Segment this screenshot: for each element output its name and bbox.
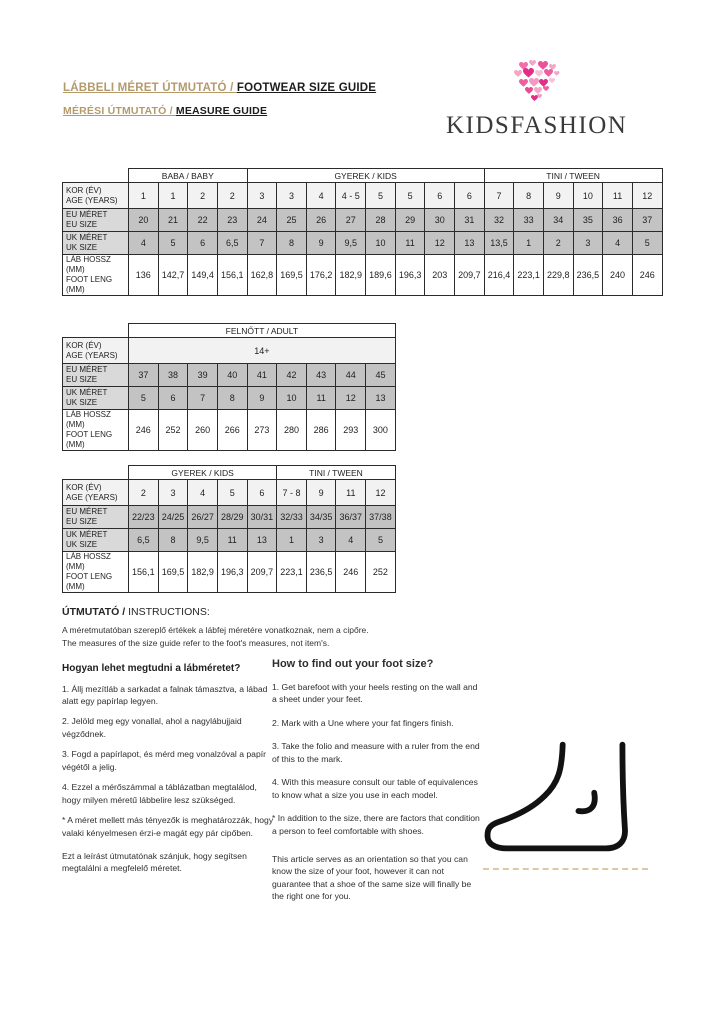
eu-size-cell: 39 bbox=[188, 364, 218, 387]
title-en: FOOTWEAR SIZE GUIDE bbox=[236, 82, 377, 94]
uk-size-cell: 9,5 bbox=[188, 529, 218, 552]
foot-figure bbox=[483, 738, 649, 870]
eu-size-cell: 38 bbox=[158, 364, 188, 387]
how-to-heading-en: How to find out your foot size? bbox=[272, 658, 434, 670]
instructions-note-en: The measures of the size guide refer to the foot's measures, not item's. bbox=[62, 637, 330, 648]
age-cell: 6 bbox=[455, 183, 485, 209]
eu-size-cell: 34 bbox=[543, 209, 573, 232]
uk-size-cell: 4 bbox=[336, 529, 366, 552]
foot-length-cell: 196,3 bbox=[217, 552, 247, 593]
corner-spacer bbox=[63, 169, 129, 183]
instructions-heading-en: INSTRUCTIONS: bbox=[125, 606, 210, 618]
eu-size-cell: 37 bbox=[632, 209, 662, 232]
foot-length-cell: 246 bbox=[632, 255, 662, 296]
uk-size-cell: 6,5 bbox=[217, 232, 247, 255]
age-cell: 6 bbox=[247, 480, 277, 506]
eu-size-cell: 24/25 bbox=[158, 506, 188, 529]
foot-length-cell: 246 bbox=[336, 552, 366, 593]
age-cell: 2 bbox=[129, 480, 159, 506]
foot-length-cell: 223,1 bbox=[514, 255, 544, 296]
uk-size-cell: 10 bbox=[277, 387, 307, 410]
eu-size-cell: 30/31 bbox=[247, 506, 277, 529]
uk-size-cell: 7 bbox=[247, 232, 277, 255]
how-to-column-hu bbox=[62, 662, 274, 883]
age-cell: 7 bbox=[484, 183, 514, 209]
foot-length-cell: 286 bbox=[306, 410, 336, 451]
uk-size-cell: 11 bbox=[217, 529, 247, 552]
age-cell: 1 bbox=[158, 183, 188, 209]
size-table-kids-tween-double bbox=[62, 465, 396, 593]
foot-length-cell: 182,9 bbox=[188, 552, 218, 593]
uk-size-cell: 9 bbox=[247, 387, 277, 410]
uk-size-cell: 1 bbox=[514, 232, 544, 255]
how-to-column-en bbox=[272, 657, 480, 914]
eu-size-cell: 25 bbox=[277, 209, 307, 232]
uk-size-cell: 5 bbox=[129, 387, 159, 410]
age-cell: 4 bbox=[306, 183, 336, 209]
foot-length-cell: 182,9 bbox=[336, 255, 366, 296]
foot-length-cell: 252 bbox=[158, 410, 188, 451]
eu-size-cell: 30 bbox=[425, 209, 455, 232]
uk-size-cell: 3 bbox=[306, 529, 336, 552]
uk-size-cell: 13,5 bbox=[484, 232, 514, 255]
uk-size-cell: 5 bbox=[158, 232, 188, 255]
instruction-paragraph: 4. With this measure consult our table of equivalences to know what a size you use in each model. bbox=[272, 777, 478, 800]
eu-size-cell: 44 bbox=[336, 364, 366, 387]
uk-size-cell: 12 bbox=[336, 387, 366, 410]
eu-size-cell: 23 bbox=[217, 209, 247, 232]
age-cell: 3 bbox=[247, 183, 277, 209]
foot-length-cell: 229,8 bbox=[543, 255, 573, 296]
eu-size-cell: 22 bbox=[188, 209, 218, 232]
uk-size-cell: 5 bbox=[632, 232, 662, 255]
foot-length-cell: 266 bbox=[217, 410, 247, 451]
foot-length-cell: 236,5 bbox=[306, 552, 336, 593]
eu-size-cell: 33 bbox=[514, 209, 544, 232]
eu-size-cell: 40 bbox=[217, 364, 247, 387]
age-cell: 3 bbox=[158, 480, 188, 506]
row-label: UK MÉRET UK SIZE bbox=[63, 232, 129, 255]
eu-size-cell: 26/27 bbox=[188, 506, 218, 529]
corner-spacer bbox=[63, 324, 129, 338]
age-group-header: FELNŐTT / ADULT bbox=[129, 324, 396, 338]
corner-spacer bbox=[63, 466, 129, 480]
foot-length-cell: 246 bbox=[129, 410, 159, 451]
foot-length-cell: 216,4 bbox=[484, 255, 514, 296]
instructions-heading bbox=[62, 606, 210, 618]
age-cell: 12 bbox=[632, 183, 662, 209]
foot-length-cell: 162,8 bbox=[247, 255, 277, 296]
size-table bbox=[62, 465, 396, 593]
instruction-paragraph: Ezt a leírást útmutatónak szánjuk, hogy segítsen megtalálni a megfelelő méretet. bbox=[62, 851, 247, 874]
page-title-primary bbox=[63, 82, 376, 94]
instruction-paragraph: 3. Take the folio and measure with a ruler from the end of this to the mark. bbox=[272, 741, 480, 764]
row-label: EU MÉRET EU SIZE bbox=[63, 209, 129, 232]
age-cell: 9 bbox=[543, 183, 573, 209]
eu-size-cell: 26 bbox=[306, 209, 336, 232]
foot-length-cell: 169,5 bbox=[158, 552, 188, 593]
age-group-header: TINI / TWEEN bbox=[277, 466, 396, 480]
age-cell: 8 bbox=[514, 183, 544, 209]
uk-size-cell: 6 bbox=[158, 387, 188, 410]
header-titles bbox=[63, 82, 376, 128]
eu-size-cell: 36/37 bbox=[336, 506, 366, 529]
instructions-heading-hu: ÚTMUTATÓ / bbox=[62, 606, 126, 618]
eu-size-cell: 41 bbox=[247, 364, 277, 387]
eu-size-cell: 45 bbox=[366, 364, 396, 387]
foot-length-cell: 169,5 bbox=[277, 255, 307, 296]
instruction-paragraph: This article serves as an orientation so that you can know the size of your foot, however it can not guarantee that a shoe of the same size will finally be the right one for you. bbox=[272, 854, 472, 902]
age-cell: 14+ bbox=[129, 338, 396, 364]
uk-size-cell: 4 bbox=[129, 232, 159, 255]
measure-dashed-line bbox=[483, 868, 648, 870]
uk-size-cell: 8 bbox=[217, 387, 247, 410]
row-label: LÁB HOSSZ (MM) FOOT LENG (MM) bbox=[63, 410, 129, 451]
uk-size-cell: 13 bbox=[247, 529, 277, 552]
page-title-secondary bbox=[63, 105, 376, 117]
instruction-paragraph: 4. Ezzel a mérőszámmal a táblázatban megtalálod, hogy milyen méretű lábbelire lesz szükséged. bbox=[62, 782, 257, 805]
heart-cluster-icon bbox=[506, 58, 566, 110]
eu-size-cell: 35 bbox=[573, 209, 603, 232]
instructions-note-hu: A méretmutatóban szereplő értékek a lábfej méretére vonatkoznak, nem a cipőre. bbox=[62, 625, 369, 635]
brand-logo bbox=[446, 58, 626, 140]
uk-size-cell: 11 bbox=[395, 232, 425, 255]
foot-length-cell: 149,4 bbox=[188, 255, 218, 296]
foot-length-cell: 300 bbox=[366, 410, 396, 451]
instruction-paragraph: * A méret mellett más tényezők is meghatározzák, hogy valaki kényelmesen érzi-e magát egy pár cipőben. bbox=[62, 815, 274, 838]
uk-size-cell: 8 bbox=[158, 529, 188, 552]
foot-length-cell: 156,1 bbox=[129, 552, 159, 593]
foot-length-cell: 273 bbox=[247, 410, 277, 451]
eu-size-cell: 32/33 bbox=[277, 506, 307, 529]
brand-name: KIDSFASHION bbox=[446, 112, 628, 139]
foot-length-cell: 240 bbox=[603, 255, 633, 296]
foot-length-cell: 209,7 bbox=[455, 255, 485, 296]
uk-size-cell: 1 bbox=[277, 529, 307, 552]
eu-size-cell: 28 bbox=[366, 209, 396, 232]
instruction-paragraph: 2. Mark with a Une where your fat fingers finish. bbox=[272, 717, 454, 728]
age-cell: 5 bbox=[395, 183, 425, 209]
eu-size-cell: 22/23 bbox=[129, 506, 159, 529]
foot-length-cell: 136 bbox=[129, 255, 159, 296]
foot-length-cell: 209,7 bbox=[247, 552, 277, 593]
age-cell: 11 bbox=[336, 480, 366, 506]
uk-size-cell: 5 bbox=[366, 529, 396, 552]
age-cell: 12 bbox=[366, 480, 396, 506]
uk-size-cell: 7 bbox=[188, 387, 218, 410]
size-table-adult bbox=[62, 323, 396, 451]
age-group-header: GYEREK / KIDS bbox=[247, 169, 484, 183]
foot-length-cell: 156,1 bbox=[217, 255, 247, 296]
size-table bbox=[62, 168, 663, 296]
age-cell: 9 bbox=[306, 480, 336, 506]
eu-size-cell: 36 bbox=[603, 209, 633, 232]
row-label: LÁB HOSSZ (MM) FOOT LENG (MM) bbox=[63, 255, 129, 296]
uk-size-cell: 9,5 bbox=[336, 232, 366, 255]
row-label: UK MÉRET UK SIZE bbox=[63, 529, 129, 552]
foot-length-cell: 236,5 bbox=[573, 255, 603, 296]
foot-length-cell: 189,6 bbox=[366, 255, 396, 296]
age-cell: 11 bbox=[603, 183, 633, 209]
foot-length-cell: 176,2 bbox=[306, 255, 336, 296]
eu-size-cell: 42 bbox=[277, 364, 307, 387]
age-cell: 5 bbox=[366, 183, 396, 209]
uk-size-cell: 2 bbox=[543, 232, 573, 255]
row-label: EU MÉRET EU SIZE bbox=[63, 364, 129, 387]
eu-size-cell: 29 bbox=[395, 209, 425, 232]
age-cell: 4 bbox=[188, 480, 218, 506]
instruction-paragraph: * In addition to the size, there are factors that condition a person to feel comfortable with shoes. bbox=[272, 813, 480, 836]
row-label: UK MÉRET UK SIZE bbox=[63, 387, 129, 410]
instruction-paragraph: 1. Get barefoot with your heels resting on the wall and a sheet under your feet. bbox=[272, 681, 478, 705]
eu-size-cell: 31 bbox=[455, 209, 485, 232]
age-cell: 2 bbox=[217, 183, 247, 209]
age-group-header: GYEREK / KIDS bbox=[129, 466, 277, 480]
eu-size-cell: 32 bbox=[484, 209, 514, 232]
subtitle-hu: MÉRÉSI ÚTMUTATÓ / bbox=[63, 105, 176, 117]
age-cell: 6 bbox=[425, 183, 455, 209]
size-table bbox=[62, 323, 396, 451]
age-cell: 2 bbox=[188, 183, 218, 209]
age-cell: 7 - 8 bbox=[277, 480, 307, 506]
foot-length-cell: 293 bbox=[336, 410, 366, 451]
eu-size-cell: 37/38 bbox=[366, 506, 396, 529]
uk-size-cell: 9 bbox=[306, 232, 336, 255]
foot-length-cell: 223,1 bbox=[277, 552, 307, 593]
row-label: EU MÉRET EU SIZE bbox=[63, 506, 129, 529]
instruction-paragraph: 1. Állj mezítláb a sarkadat a falnak támasztva, a lábad alatt egy papírlap legyen. bbox=[62, 683, 268, 706]
foot-length-cell: 252 bbox=[366, 552, 396, 593]
foot-outline-icon bbox=[483, 738, 649, 860]
eu-size-cell: 34/35 bbox=[306, 506, 336, 529]
eu-size-cell: 27 bbox=[336, 209, 366, 232]
foot-length-cell: 260 bbox=[188, 410, 218, 451]
instruction-paragraph: 3. Fogd a papírlapot, és mérd meg vonalzóval a papír végétől a jelig. bbox=[62, 749, 266, 772]
title-hu: LÁBBELI MÉRET ÚTMUTATÓ / bbox=[63, 82, 237, 94]
eu-size-cell: 24 bbox=[247, 209, 277, 232]
foot-length-cell: 142,7 bbox=[158, 255, 188, 296]
age-group-header: BABA / BABY bbox=[129, 169, 248, 183]
row-label: LÁB HOSSZ (MM) FOOT LENG (MM) bbox=[63, 552, 129, 593]
uk-size-cell: 4 bbox=[603, 232, 633, 255]
age-cell: 1 bbox=[129, 183, 159, 209]
subtitle-en: MEASURE GUIDE bbox=[175, 105, 268, 117]
uk-size-cell: 3 bbox=[573, 232, 603, 255]
age-group-header: TINI / TWEEN bbox=[484, 169, 662, 183]
row-label: KOR (ÉV) AGE (YEARS) bbox=[63, 338, 129, 364]
eu-size-cell: 21 bbox=[158, 209, 188, 232]
uk-size-cell: 11 bbox=[306, 387, 336, 410]
eu-size-cell: 43 bbox=[306, 364, 336, 387]
instructions-subtext bbox=[62, 624, 369, 650]
eu-size-cell: 20 bbox=[129, 209, 159, 232]
age-cell: 4 - 5 bbox=[336, 183, 366, 209]
age-cell: 10 bbox=[573, 183, 603, 209]
age-cell: 3 bbox=[277, 183, 307, 209]
how-to-heading-hu: Hogyan lehet megtudni a lábméretet? bbox=[62, 663, 241, 674]
eu-size-cell: 37 bbox=[129, 364, 159, 387]
uk-size-cell: 10 bbox=[366, 232, 396, 255]
uk-size-cell: 13 bbox=[455, 232, 485, 255]
uk-size-cell: 8 bbox=[277, 232, 307, 255]
row-label: KOR (ÉV) AGE (YEARS) bbox=[63, 480, 129, 506]
eu-size-cell: 28/29 bbox=[217, 506, 247, 529]
age-cell: 5 bbox=[217, 480, 247, 506]
uk-size-cell: 13 bbox=[366, 387, 396, 410]
uk-size-cell: 6,5 bbox=[129, 529, 159, 552]
foot-length-cell: 203 bbox=[425, 255, 455, 296]
instruction-paragraph: 2. Jelöld meg egy vonallal, ahol a nagylábujjaid végződnek. bbox=[62, 716, 242, 739]
size-table-baby-kids-tween bbox=[62, 168, 663, 296]
uk-size-cell: 6 bbox=[188, 232, 218, 255]
foot-length-cell: 196,3 bbox=[395, 255, 425, 296]
row-label: KOR (ÉV) AGE (YEARS) bbox=[63, 183, 129, 209]
foot-length-cell: 280 bbox=[277, 410, 307, 451]
uk-size-cell: 12 bbox=[425, 232, 455, 255]
